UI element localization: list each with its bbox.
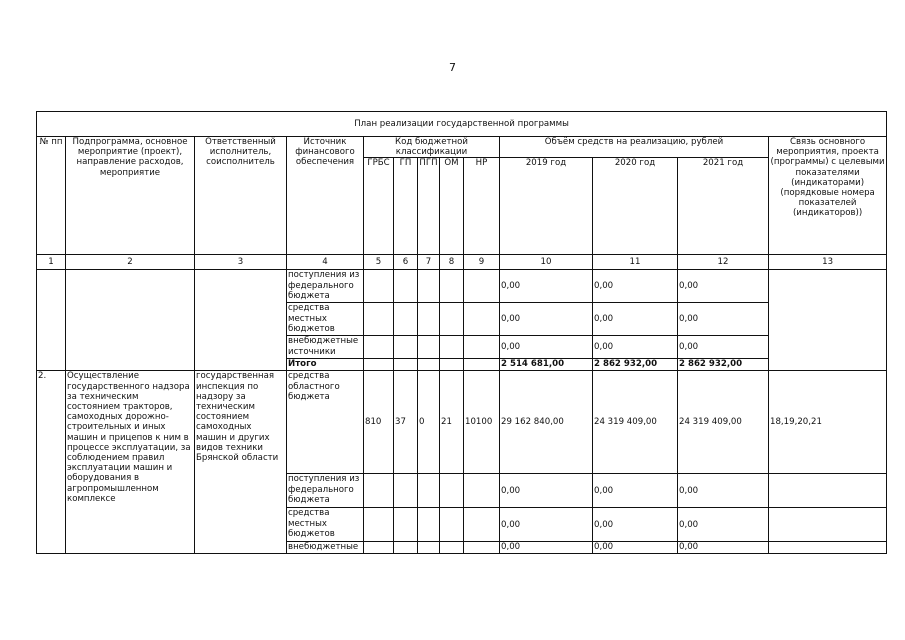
value-2021: 0,00 — [678, 474, 769, 508]
responsible-cell: государственная инспекция по надзору за техническим состоянием самоходных машин и других видов техники Брянской области — [195, 371, 287, 554]
pgp-cell: 0 — [418, 371, 440, 474]
total-2020: 2 862 932,00 — [593, 359, 678, 371]
value-2019: 0,00 — [500, 303, 593, 336]
header-budget-code: Код бюджетной классификации — [364, 137, 500, 158]
table-row — [37, 270, 887, 303]
header-volume: Объём средств на реализацию, рублей — [500, 137, 769, 158]
header-source: Источник финансового обеспечения — [287, 137, 364, 255]
subprogram-cell: Осуществление государственного надзора за техническим состоянием тракторов, самоходных дорожно-строительных и иных машин и прицепов к ним в процессе эксплуатации, за соблюдением правил эксплуатации машин и оборудования в агропромышленном комплексе — [66, 371, 195, 554]
value-2021: 0,00 — [678, 508, 769, 542]
value-2020: 0,00 — [593, 336, 678, 359]
header-grbs: ГРБС — [364, 158, 394, 255]
value-2020: 0,00 — [593, 508, 678, 542]
page-number: 7 — [449, 61, 456, 74]
col-number: 6 — [394, 255, 418, 270]
value-2019: 0,00 — [500, 474, 593, 508]
indicator-link: 18,19,20,21 — [769, 371, 887, 474]
value-2021: 0,00 — [678, 542, 769, 554]
om-cell: 21 — [440, 371, 464, 474]
col-number: 12 — [678, 255, 769, 270]
value-2019: 0,00 — [500, 336, 593, 359]
header-responsible: Ответственный исполнитель, соисполнитель — [195, 137, 287, 255]
source-cell: поступления из федерального бюджета — [287, 270, 364, 303]
plan-table — [36, 111, 887, 554]
col-number: 10 — [500, 255, 593, 270]
col-number: 1 — [37, 255, 66, 270]
col-number: 3 — [195, 255, 287, 270]
value-2019: 29 162 840,00 — [500, 371, 593, 474]
col-number: 4 — [287, 255, 364, 270]
header-2021: 2021 год — [678, 158, 769, 255]
header-link: Связь основного мероприятия, проекта (программы) с целевыми показателями (индикаторами) (порядковые номера показателей (индикаторов)) — [769, 137, 887, 255]
source-cell: внебюджетные — [287, 542, 364, 554]
col-number: 7 — [418, 255, 440, 270]
total-2021: 2 862 932,00 — [678, 359, 769, 371]
col-number: 5 — [364, 255, 394, 270]
col-number: 11 — [593, 255, 678, 270]
header-num: № пп — [37, 137, 66, 255]
source-cell: средства местных бюджетов — [287, 508, 364, 542]
nr-cell: 10100 — [464, 371, 500, 474]
value-2019: 0,00 — [500, 508, 593, 542]
value-2021: 0,00 — [678, 270, 769, 303]
col-number: 8 — [440, 255, 464, 270]
header-pgp: ПГП — [418, 158, 440, 255]
value-2020: 0,00 — [593, 303, 678, 336]
row-number: 2. — [37, 371, 66, 554]
source-cell: средства областного бюджета — [287, 371, 364, 474]
header-2019: 2019 год — [500, 158, 593, 255]
row-num-empty — [37, 270, 66, 371]
source-cell: средства местных бюджетов — [287, 303, 364, 336]
gp-cell: 37 — [394, 371, 418, 474]
table-row — [37, 371, 887, 474]
value-2020: 0,00 — [593, 270, 678, 303]
col-number: 2 — [66, 255, 195, 270]
row-link-empty — [769, 270, 887, 371]
col-number: 13 — [769, 255, 887, 270]
value-2020: 24 319 409,00 — [593, 371, 678, 474]
row-responsible-empty — [195, 270, 287, 371]
value-2019: 0,00 — [500, 270, 593, 303]
total-label: Итого — [287, 359, 364, 371]
value-2019: 0,00 — [500, 542, 593, 554]
column-number-row — [37, 255, 887, 270]
value-2021: 0,00 — [678, 336, 769, 359]
value-2020: 0,00 — [593, 474, 678, 508]
grbs-cell: 810 — [364, 371, 394, 474]
header-gp: ГП — [394, 158, 418, 255]
header-om: ОМ — [440, 158, 464, 255]
header-nr: НР — [464, 158, 500, 255]
col-number: 9 — [464, 255, 500, 270]
value-2021: 24 319 409,00 — [678, 371, 769, 474]
source-cell: поступления из федерального бюджета — [287, 474, 364, 508]
table-title: План реализации государственной программы — [37, 112, 887, 137]
source-cell: внебюджетные источники — [287, 336, 364, 359]
value-2021: 0,00 — [678, 303, 769, 336]
header-2020: 2020 год — [593, 158, 678, 255]
row-subprogram-empty — [66, 270, 195, 371]
total-2019: 2 514 681,00 — [500, 359, 593, 371]
header-subprogram: Подпрограмма, основное мероприятие (проект), направление расходов, мероприятие — [66, 137, 195, 255]
value-2020: 0,00 — [593, 542, 678, 554]
